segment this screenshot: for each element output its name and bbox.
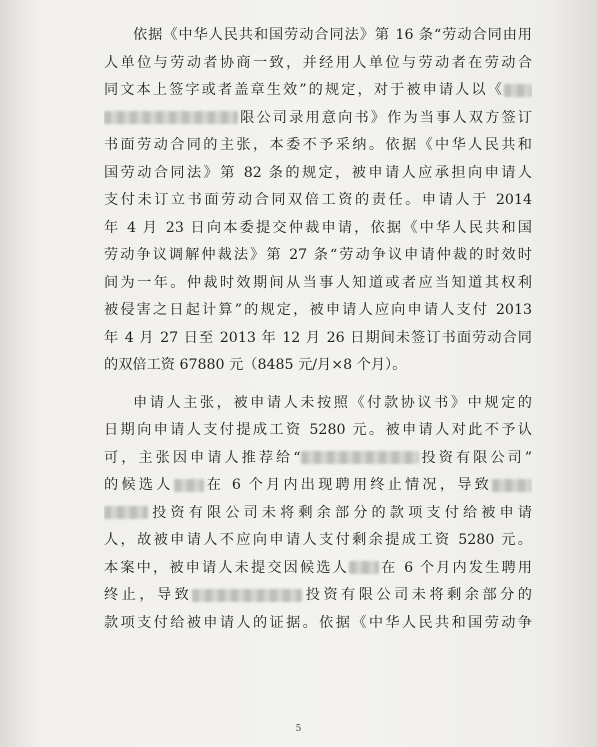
redacted-text bbox=[104, 506, 148, 519]
text-line bbox=[104, 105, 532, 133]
text-line bbox=[104, 500, 532, 528]
text-line: 年 4 月 27 日至 2013 年 12 月 26 日期间未签订书面劳动合同 bbox=[104, 329, 532, 346]
document-body bbox=[104, 22, 532, 637]
text-line: 间为一年。仲裁时效期间从当事人知道或者应当知道其权利 bbox=[104, 274, 532, 291]
edge-mark bbox=[569, 270, 589, 330]
text-line: 款项支付给被申请人的证据。依据《中华人民共和国劳动争 bbox=[104, 614, 532, 631]
text-segment: 可，主张因申请人推荐给“ bbox=[104, 449, 301, 466]
text-segment: 投资有限公司未将剩余部分的 bbox=[302, 587, 532, 603]
text-line: 被侵害之日起计算”的规定，被申请人应向申请人支付 2013 bbox=[104, 302, 532, 318]
text-segment: 投资有限公司” bbox=[418, 449, 532, 466]
text-line bbox=[104, 445, 532, 473]
text-line: 申请人主张，被申请人未按照《付款协议书》中规定的 bbox=[133, 394, 532, 411]
text-line bbox=[104, 555, 532, 583]
text-line: 依据《中华人民共和国劳动合同法》第 16 条“劳动合同由用 bbox=[133, 27, 532, 43]
text-line: 书面劳动合同的主张，本委不予采纳。依据《中华人民共和 bbox=[104, 137, 532, 153]
text-line: 的双倍工资 67880 元（8485 元/月×8 个月）。 bbox=[104, 357, 407, 373]
text-line: 国劳动合同法》第 82 条的规定，被申请人应承担向申请人 bbox=[104, 164, 532, 181]
text-line: 人，故被申请人不应向申请人支付剩余提成工资 5280 元。 bbox=[104, 532, 532, 548]
redacted-text bbox=[104, 111, 238, 124]
redacted-text bbox=[504, 84, 532, 97]
text-line: 年 4 月 23 日向本委提交仲裁申请，依据《中华人民共和国 bbox=[104, 219, 532, 236]
redacted-text bbox=[349, 561, 379, 574]
text-segment: 的候选人 bbox=[104, 477, 174, 493]
text-segment: 同文本上签字或者盖章生效”的规定，对于被申请人以《 bbox=[104, 82, 504, 98]
redacted-text bbox=[174, 479, 204, 492]
text-segment: 投资有限公司未将剩余部分的款项支付给被申请 bbox=[148, 504, 532, 521]
text-line bbox=[104, 582, 532, 610]
text-segment: 在 6 个月内发生聘用 bbox=[379, 559, 532, 576]
text-segment: 在 6 个月内出现聘用终止情况，导致 bbox=[203, 477, 492, 493]
text-segment: 限公司录用意向书》作为当事人双方签订 bbox=[238, 109, 532, 126]
text-line bbox=[104, 77, 532, 105]
text-line bbox=[104, 472, 532, 500]
redacted-text bbox=[192, 589, 302, 602]
text-segment: 本案中，被申请人未提交因候选人 bbox=[104, 559, 349, 576]
text-line: 支付未订立书面劳动合同双倍工资的责任。申请人于 2014 bbox=[104, 192, 532, 208]
redacted-text bbox=[492, 479, 532, 492]
text-line: 劳动争议调解仲裁法》第 27 条“劳动争议申请仲裁的时效时 bbox=[104, 247, 532, 263]
text-segment: 终止，导致 bbox=[104, 587, 193, 603]
page-number: 5 bbox=[295, 724, 302, 734]
redacted-text bbox=[301, 451, 419, 464]
text-line: 日期向申请人支付提成工资 5280 元。被申请人对此不予认 bbox=[104, 422, 532, 438]
bleed-through-text bbox=[22, 196, 35, 210]
text-line: 人单位与劳动者协商一致，并经用人单位与劳动者在劳动合 bbox=[104, 54, 532, 71]
